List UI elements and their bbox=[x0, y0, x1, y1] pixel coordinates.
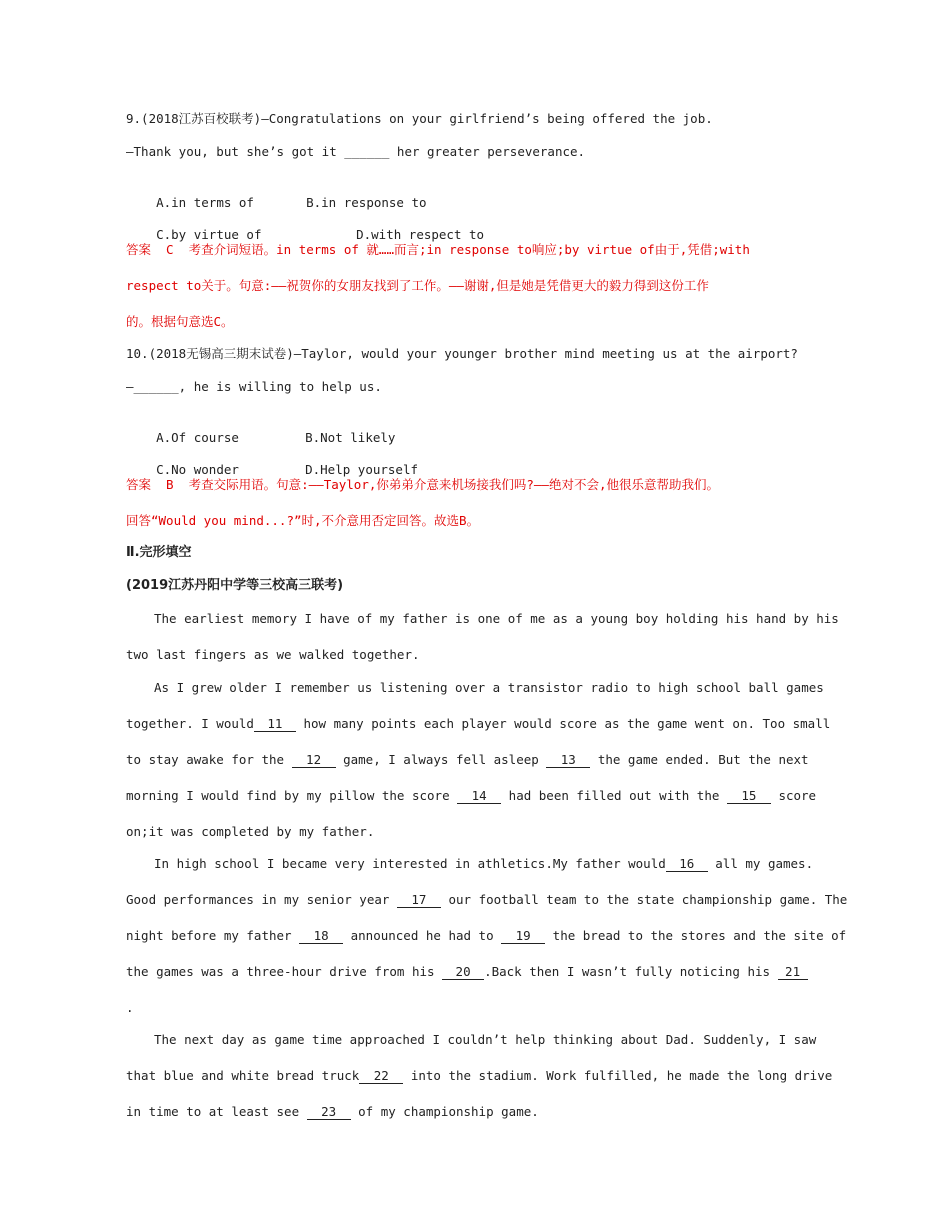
passage-p3-line4 bbox=[126, 963, 808, 981]
q10-answer-line1: 答案 B 考查交际用语。句意:——Taylor,你弟弟介意来机场接我们吗?——绝对不会,他很乐意帮助我们。 bbox=[126, 477, 719, 492]
passage-p1-line2: two last fingers as we walked together. bbox=[126, 647, 420, 662]
blank-17: 17 bbox=[397, 893, 441, 908]
passage-p2-line2 bbox=[126, 715, 830, 733]
text-run: night before my father bbox=[126, 928, 300, 943]
passage-p2-line5: on;it was completed by my father. bbox=[126, 824, 375, 839]
q9-option-a: A.in terms of bbox=[156, 195, 254, 210]
q9-option-b: B.in response to bbox=[306, 195, 427, 210]
text-run: Good performances in my senior year bbox=[126, 892, 397, 907]
text-run: morning I would find by my pillow the score bbox=[126, 788, 458, 803]
blank-22: 22 bbox=[359, 1069, 403, 1084]
blank-16: 16 bbox=[666, 857, 708, 872]
q10-option-b: B.Not likely bbox=[305, 430, 396, 445]
text-run: our football team to the state championship game. The bbox=[440, 892, 848, 907]
passage-p4-line2 bbox=[126, 1067, 832, 1085]
passage-p1-line1: The earliest memory I have of my father is one of me as a young boy holding his hand by his bbox=[154, 611, 839, 626]
passage-p3-line5: . bbox=[126, 1000, 134, 1015]
blank-18: 18 bbox=[299, 929, 343, 944]
blank-12: 12 bbox=[292, 753, 336, 768]
text-run: the game ended. But the next bbox=[590, 752, 809, 767]
q9-stem: 9.(2018江苏百校联考)—Congratulations on your girlfriend’s being offered the job. bbox=[126, 111, 713, 126]
q9-answer-line3: 的。根据句意选C。 bbox=[126, 314, 234, 329]
blank-15: 15 bbox=[727, 789, 771, 804]
blank-11: 11 bbox=[254, 717, 296, 732]
text-run: into the stadium. Work fulfilled, he made the long drive bbox=[403, 1068, 833, 1083]
q10-answer-line2: 回答“Would you mind...?”时,不介意用否定回答。故选B。 bbox=[126, 513, 480, 528]
blank-14: 14 bbox=[457, 789, 501, 804]
q9-answer-line1: 答案 C 考查介词短语。in terms of 就……而言;in response to响应;by virtue of由于,凭借;with bbox=[126, 242, 750, 257]
blank-13: 13 bbox=[546, 753, 590, 768]
passage-p3-line1 bbox=[126, 855, 813, 873]
passage-p2-line4 bbox=[126, 787, 816, 805]
passage-p4-line1: The next day as game time approached I couldn’t help thinking about Dad. Suddenly, I saw bbox=[154, 1032, 817, 1047]
passage-p4-line3 bbox=[126, 1103, 539, 1121]
q10-option-d: D.Help yourself bbox=[305, 462, 418, 477]
q9-option-d: D.with respect to bbox=[356, 227, 485, 242]
text-run: together. I would bbox=[126, 716, 254, 731]
text-run: game, I always fell asleep bbox=[335, 752, 547, 767]
blank-23: 23 bbox=[307, 1105, 351, 1120]
passage-p3-line2 bbox=[126, 891, 847, 909]
q9-answer-line2: respect to关于。句意:——祝贺你的女朋友找到了工作。——谢谢,但是她是凭借更大的毅力得到这份工作 bbox=[126, 278, 709, 293]
text-run: .Back then I wasn’t fully noticing his bbox=[484, 964, 778, 979]
text-run: score bbox=[770, 788, 817, 803]
passage-p3-line3 bbox=[126, 927, 846, 945]
text-run: in time to at least see bbox=[126, 1104, 307, 1119]
text-run: to stay awake for the bbox=[126, 752, 292, 767]
text-run: of my championship game. bbox=[350, 1104, 539, 1119]
text-run: that blue and white bread truck bbox=[126, 1068, 360, 1083]
text-run: had been filled out with the bbox=[501, 788, 727, 803]
text-run: the games was a three-hour drive from his bbox=[126, 964, 443, 979]
blank-21: 21 bbox=[778, 965, 808, 980]
section-title: Ⅱ.完形填空 bbox=[126, 545, 192, 560]
text-run: announced he had to bbox=[343, 928, 502, 943]
q10-option-c: C.No wonder bbox=[156, 462, 239, 477]
q10-reply: —______, he is willing to help us. bbox=[126, 379, 382, 394]
passage-p2-line1: As I grew older I remember us listening over a transistor radio to high school ball games bbox=[154, 680, 824, 695]
blank-20: 20 bbox=[442, 965, 484, 980]
q9-option-c: C.by virtue of bbox=[156, 227, 262, 242]
section-source: (2019江苏丹阳中学等三校高三联考) bbox=[126, 578, 344, 593]
q9-reply: —Thank you, but she’s got it ______ her greater perseverance. bbox=[126, 144, 586, 159]
q10-option-a: A.Of course bbox=[156, 430, 239, 445]
text-run: all my games. bbox=[707, 856, 814, 871]
q10-stem: 10.(2018无锡高三期末试卷)—Taylor, would your younger brother mind meeting us at the airport? bbox=[126, 346, 798, 361]
text-run: how many points each player would score as the game went on. Too small bbox=[295, 716, 831, 731]
blank-19: 19 bbox=[501, 929, 545, 944]
passage-p2-line3 bbox=[126, 751, 809, 769]
text-run: In high school I became very interested in athletics.My father would bbox=[154, 856, 666, 871]
text-run: the bread to the stores and the site of bbox=[545, 928, 847, 943]
